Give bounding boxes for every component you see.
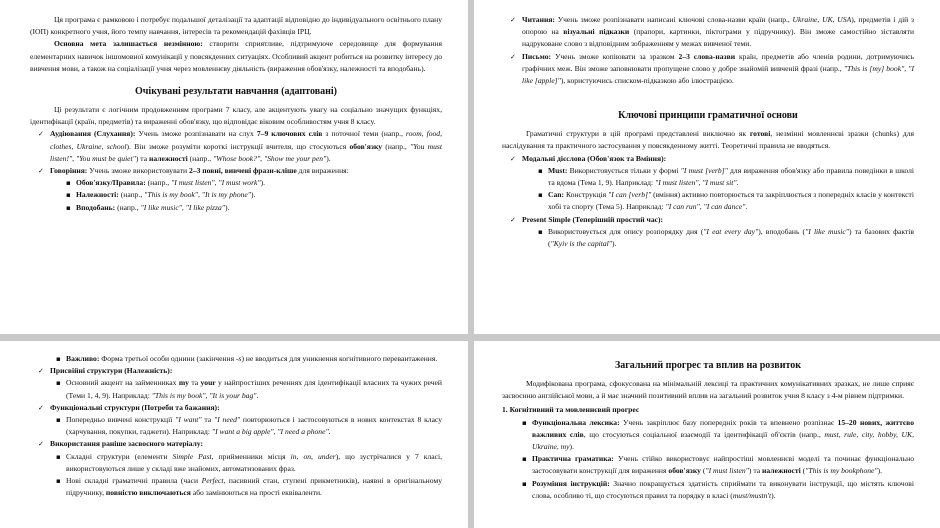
sub-item-functional: ▪ Попередньо вивчені конструкції "I want" та "I need" повторюються і застосовуються в нових контекстах 8 класу (харчування, покупки, гаджети). Наприклад: "I want a big apple", "I need a phone". [56, 414, 442, 438]
section-heading-outcomes: Очікувані результати навчання (адаптовані) [135, 86, 337, 98]
list-item-modals: ✓ Модальні дієслова (Обов'язок та Вміння): [512, 153, 914, 165]
document-page-2 [474, 0, 940, 334]
sub-item-possession: ▪ Належності: (напр., "This is my book", "It is my phone"). [66, 189, 442, 201]
list-item-previous: ✓ Використання раніше засвоєного матеріалу: [40, 438, 442, 450]
section-heading-grammar: Ключові принципи граматичної основи [618, 110, 798, 122]
progress-intro: Модифікована програма, сфокусована на мінімальній лексиці та практичних комунікативних зразках, не лише сприяє засвоєнню англійської мови, а й має значний позитивний вплив на загальний розвиток учня 8 класу з 4-м рівнем підтримки. [502, 379, 914, 401]
list-item-speaking: ✓ Говоріння: Учень зможе використовувати 2–3 повні, вивчені фрази-кліше для вираження: [40, 165, 442, 177]
grammar-intro: Граматичні структури в цій програмі представлені виключно як готові, незмінні мовленнєві зразки (chunks) для наслідування та практичного застосування у повсякденному житті. Теоретичні правила не вводяться. [502, 129, 914, 151]
sub-item-preferences: ▪ Вподобань: (напр., "I like music", "I like pizza"). [66, 202, 442, 214]
sub-item-previous-2: ▪ Нові складні граматичні правила (часи Perfect, пасивний стан, ступені прикметників), наявні в оригінальному підручнику, повністю виключаються або замінюються на прості еквіваленти. [56, 475, 442, 499]
sub-item-obligation: ▪ Обов'язку/Правила: (напр., "I must listen", "I must work"). [66, 177, 442, 189]
sub-item-practical-grammar: ▪ Практична граматика: Учень стійко використовує найпростіші мовленнєві моделі та починає функціонально застосовувати конструкції для вираження обов'язку ("I must listen") та належності ("This is my bookphone"). [522, 453, 914, 477]
sub-item-must: ▪ Must: Використовується тільки у формі "I must [verb]" для вираження обов'язку або правила поведінки в школі та вдома (Тема 1, 9). Наприклад: "I must listen", "I must sit". [538, 165, 914, 189]
document-page-3 [0, 341, 468, 528]
goal-paragraph: Основна мета залишається незмінною: створити сприятливе, підтримуюче середовище для формування елементарних навичок іншомовної комунікації у повсякденних ситуаціях. Особливий акцент робиться на розвитку інтересу до вивчення мови, а також на соціалізації учня через мовленнєву діяльність (вираження обов'язку, належності та вподобань). [30, 39, 442, 73]
list-item-functional: ✓ Функціональні структури (Потреби та бажання): [40, 402, 442, 414]
sub-item-can: ▪ Can: Конструкція "I can [verb]" (вміння) активно повторюється та закріплюється з попередніх класів у контексті хобі та спорту (Тема 5). Наприклад: "I can run", "I can dance". [538, 189, 914, 213]
list-item-reading: ✓ Читання: Учень зможе розпізнавати написані ключові слова-назви країн (напр., Ukraine, UK, USA), предметів і дій з опорою на візуальні підказки (прапори, картинки, піктограми у підручнику). Він зможе самостійно зіставляти надруковане слово з відповідним зображенням у межах вивченої теми. [512, 14, 914, 51]
sub-item-important: ▪ Важливо: Форма третьої особи однини (закінчення -s) не вводиться для уникнення когнітивного перевантаження. [56, 353, 442, 365]
sub-item-vocabulary: ▪ Функціональна лексика: Учень закріплює базу попередніх років та впевнено розпізнає 15–20 нових, життєво важливих слів, що стосуються соціальної взаємодії та ідентифікації об'єктів (напр., must, rule, city, hobby, UK, Ukraine, my). [522, 417, 914, 454]
subsection-heading-cognitive: 1. Когнітивний та мовленнєвий прогрес [502, 405, 640, 415]
list-item-listening: ✓ Аудіювання (Слухання): Учень зможе розпізнавати на слух 7–9 ключових слів з поточної теми (напр., room, food, clothes, Ukraine, school). Він зможе розуміти короткі інструкції вчителя, що стосуються обов'язку (напр., "You must listen!", "You must be quiet") та належності (напр., "Whose book?", "Show me your pen"). [40, 128, 442, 165]
list-item-possessives: ✓ Присвійні структури (Належність): [40, 365, 442, 377]
list-item-present-simple: ✓ Present Simple (Теперішній простий час): [512, 214, 914, 226]
document-page-1 [0, 0, 468, 334]
sub-item-present-simple: ▪ Використовується для опису розпорядку дня ("I eat every day"), вподобань ("I like music") та базових фактів ("Kyiv is the capital"). [538, 226, 914, 250]
intro-paragraph: Ця програма є рамковою і потребує подальшої деталізації та адаптації відповідно до індивідуального освітнього плану (ІОП) конкретного учня, його темпу навчання, інтересів та рекомендацій фахівців ІРЦ. [30, 15, 442, 37]
section-heading-progress: Загальний прогрес та вплив на розвиток [614, 360, 802, 371]
sub-item-previous-1: ▪ Складні структури (елементи Simple Past, прийменники місця in, on, under), що зустрічалися у 7 класі, використовуються лише у складі вже знайомих, автоматизованих фраз. [56, 451, 442, 475]
document-page-4 [474, 341, 940, 528]
sub-item-possessives: ▪ Основний акцент на займенниках my та your у найпростіших реченнях для ідентифікації власних та чужих речей (Теми 1, 4, 9). Наприклад: "This is my book", "It is your bag". [56, 377, 442, 401]
list-item-writing: ✓ Письмо: Учень зможе копіювати за зразком 2–3 слова-назви країн, предметів або членів родини, дотримуючись графічних меж. Він зможе заповнювати пропущене слово у добре знайомій вивченій фразі (напр., "This is [my] book", "I like [apple]"), користуючись списком-підказкою або ілюстрацією. [512, 51, 914, 88]
sub-item-instructions: ▪ Розуміння інструкцій: Значно покращується здатність сприймати та виконувати інструкції, що містять ключові слова, особливо ті, що стосуються правил та порядку в класі (must/mustn't). [522, 478, 914, 502]
outcomes-intro: Ці результати є логічним продовженням програми 7 класу, але акцентують увагу на соціально значущих функціях, ідентифікації (країн, предметів) та вираженні обов'язку, що відповідає віковим особливостям учня 8 класу. [30, 105, 442, 127]
